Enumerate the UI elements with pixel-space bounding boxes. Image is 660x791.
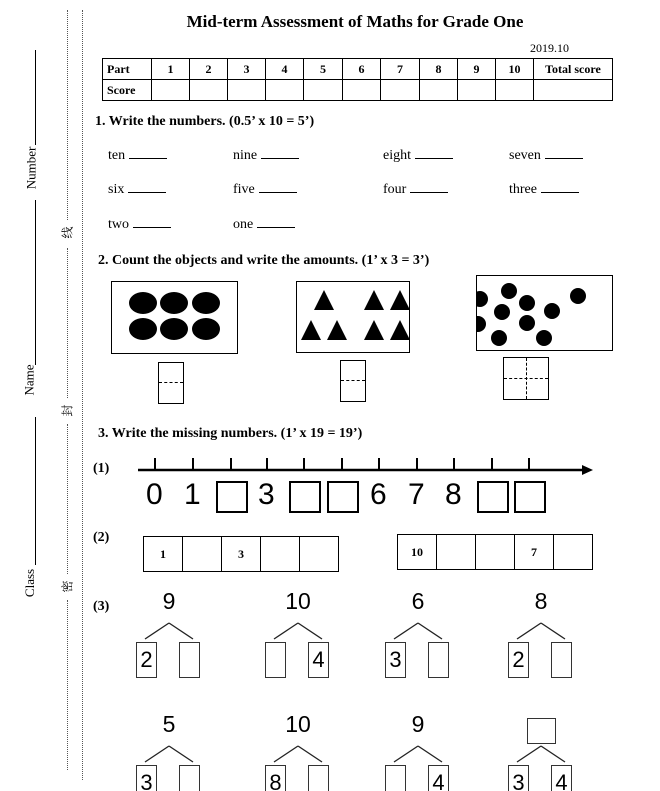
word-label: one (233, 217, 254, 232)
bond-answer-box[interactable] (428, 642, 449, 678)
word-item (108, 182, 166, 198)
bond-branches (388, 621, 448, 643)
bond-answer-box[interactable] (179, 765, 200, 791)
number-line-answer-box[interactable] (289, 481, 321, 513)
answer-blank[interactable] (541, 192, 579, 193)
word-item (108, 148, 167, 164)
sequence-answer-cell[interactable] (261, 537, 300, 571)
name-line-rule (35, 200, 36, 365)
bond-branches (139, 621, 199, 643)
score-table (102, 58, 613, 101)
answer-box-triangles[interactable] (340, 360, 366, 402)
sequence-cell: 3 (222, 537, 261, 571)
triangles-icon (297, 282, 409, 352)
word-item (233, 182, 297, 198)
bond-total: 9 (162, 588, 176, 614)
bond-part: 8 (265, 765, 286, 791)
seal-char-line: 线 (60, 226, 75, 239)
answer-blank[interactable] (133, 227, 171, 228)
sequence-cell: 1 (144, 537, 183, 571)
ovals-icon (112, 282, 237, 353)
number-line-answer-box[interactable] (477, 481, 509, 513)
table-header-cell: 9 (458, 59, 496, 80)
score-cell[interactable] (458, 80, 496, 101)
bond-branches (511, 621, 571, 643)
seal-char-secret: 密 (60, 580, 75, 593)
answer-blank[interactable] (261, 158, 299, 159)
bond-total: 10 (285, 588, 311, 614)
bond-total: 5 (162, 711, 176, 737)
table-header-cell: 7 (381, 59, 420, 80)
number-line-label: 7 (408, 478, 425, 511)
bond-answer-box[interactable] (308, 765, 329, 791)
word-label: ten (108, 148, 126, 163)
word-label: two (108, 217, 129, 232)
score-row (103, 80, 613, 101)
number-label: Number (23, 146, 39, 190)
number-line-answer-box[interactable] (327, 481, 359, 513)
word-label: three (509, 182, 537, 197)
score-cell[interactable] (420, 80, 458, 101)
answer-blank[interactable] (129, 158, 167, 159)
total-score-cell[interactable] (534, 80, 613, 101)
number-line-label: 1 (184, 478, 201, 511)
bond-part: 3 (136, 765, 157, 791)
sequence-answer-cell[interactable] (476, 535, 515, 569)
score-cell[interactable] (228, 80, 266, 101)
sequence-answer-cell[interactable] (183, 537, 222, 571)
section2-heading: 2. Count the objects and write the amounts. (1’ x 3 = 3’) (98, 253, 430, 268)
score-cell[interactable] (152, 80, 190, 101)
word-label: six (108, 182, 125, 197)
triangles-picture (296, 281, 410, 353)
bond-answer-box[interactable] (551, 642, 572, 678)
word-label: five (233, 182, 255, 197)
bond-answer-box[interactable] (265, 642, 286, 678)
bond-total: 8 (534, 588, 548, 614)
score-row-label: Score (103, 80, 152, 101)
section1-heading: 1. Write the numbers. (0.5’ x 10 = 5’) (95, 114, 315, 129)
part2-label: (2) (93, 530, 110, 545)
word-item (108, 217, 171, 233)
sequence-answer-cell[interactable] (300, 537, 338, 571)
sequence-strip-left (143, 536, 339, 572)
score-cell[interactable] (304, 80, 343, 101)
table-header-cell: 3 (228, 59, 266, 80)
bond-total: 10 (285, 711, 311, 737)
score-cell[interactable] (496, 80, 534, 101)
number-line-label: 3 (258, 478, 275, 511)
word-item (383, 182, 448, 198)
answer-box-ovals[interactable] (158, 362, 184, 404)
word-item (383, 148, 453, 164)
seal-line (67, 600, 68, 770)
table-header-cell: 2 (190, 59, 228, 80)
answer-blank[interactable] (128, 192, 166, 193)
sequence-answer-cell[interactable] (554, 535, 592, 569)
part1-label: (1) (93, 461, 110, 476)
score-cell[interactable] (343, 80, 381, 101)
answer-blank[interactable] (410, 192, 448, 193)
bond-branches (268, 621, 328, 643)
answer-blank[interactable] (259, 192, 297, 193)
dots-icon (477, 276, 612, 350)
number-line-label: 8 (445, 478, 462, 511)
table-header-cell: 6 (343, 59, 381, 80)
bond-branches (388, 744, 448, 766)
word-item (509, 148, 583, 164)
word-item (509, 182, 579, 198)
bond-branches (268, 744, 328, 766)
class-line-rule (35, 417, 36, 565)
bond-total: 9 (411, 711, 425, 737)
table-header-cell: 10 (496, 59, 534, 80)
word-label: seven (509, 148, 541, 163)
binding-line (82, 10, 83, 780)
word-label: nine (233, 148, 258, 163)
table-header-cell: Part (103, 59, 152, 80)
sequence-answer-cell[interactable] (437, 535, 476, 569)
bond-branches (139, 744, 199, 766)
dots-picture (476, 275, 613, 351)
answer-blank[interactable] (545, 158, 583, 159)
table-header-cell: Total score (534, 59, 613, 80)
section3-heading: 3. Write the missing numbers. (1’ x 19 = 19’) (98, 426, 363, 441)
bond-answer-box[interactable] (385, 765, 406, 791)
number-line (130, 455, 600, 479)
number-line-answer-box[interactable] (514, 481, 546, 513)
table-header-cell: 4 (266, 59, 304, 80)
sequence-strip-right (397, 534, 593, 570)
answer-blank[interactable] (257, 227, 295, 228)
seal-line (67, 248, 68, 398)
name-label: Name (21, 364, 37, 396)
word-item (233, 148, 299, 164)
word-item (233, 217, 295, 233)
sequence-cell: 10 (398, 535, 437, 569)
word-label: eight (383, 148, 411, 163)
bond-answer-box[interactable] (179, 642, 200, 678)
bond-total: 6 (411, 588, 425, 614)
number-line-label: 6 (370, 478, 387, 511)
number-line-label: 0 (146, 478, 163, 511)
number-line-rule (35, 50, 36, 145)
bond-part: 4 (308, 642, 329, 678)
score-cell[interactable] (190, 80, 228, 101)
seal-char-seal: 封 (60, 404, 75, 417)
arrow-icon (582, 465, 593, 475)
bond-total-box[interactable] (527, 718, 556, 744)
bond-part: 3 (385, 642, 406, 678)
sequence-cell: 7 (515, 535, 554, 569)
seal-line (67, 10, 68, 220)
bond-part: 4 (428, 765, 449, 791)
number-line-answer-box[interactable] (216, 481, 248, 513)
table-header-cell: 5 (304, 59, 343, 80)
table-header-row (103, 59, 613, 80)
ovals-picture (111, 281, 238, 354)
bond-part: 2 (136, 642, 157, 678)
answer-blank[interactable] (415, 158, 453, 159)
score-cell[interactable] (266, 80, 304, 101)
bond-branches (511, 744, 571, 766)
class-label: Class (22, 568, 38, 598)
word-label: four (383, 182, 407, 197)
part3-label: (3) (93, 599, 110, 614)
bond-part: 2 (508, 642, 529, 678)
score-cell[interactable] (381, 80, 420, 101)
seal-line (67, 424, 68, 574)
bond-part: 4 (551, 765, 572, 791)
bond-part: 3 (508, 765, 529, 791)
answer-box-dots[interactable] (503, 357, 549, 400)
date: 2019.10 (530, 41, 569, 55)
table-header-cell: 1 (152, 59, 190, 80)
table-header-cell: 8 (420, 59, 458, 80)
page-title: Mid-term Assessment of Maths for Grade One (186, 12, 524, 31)
